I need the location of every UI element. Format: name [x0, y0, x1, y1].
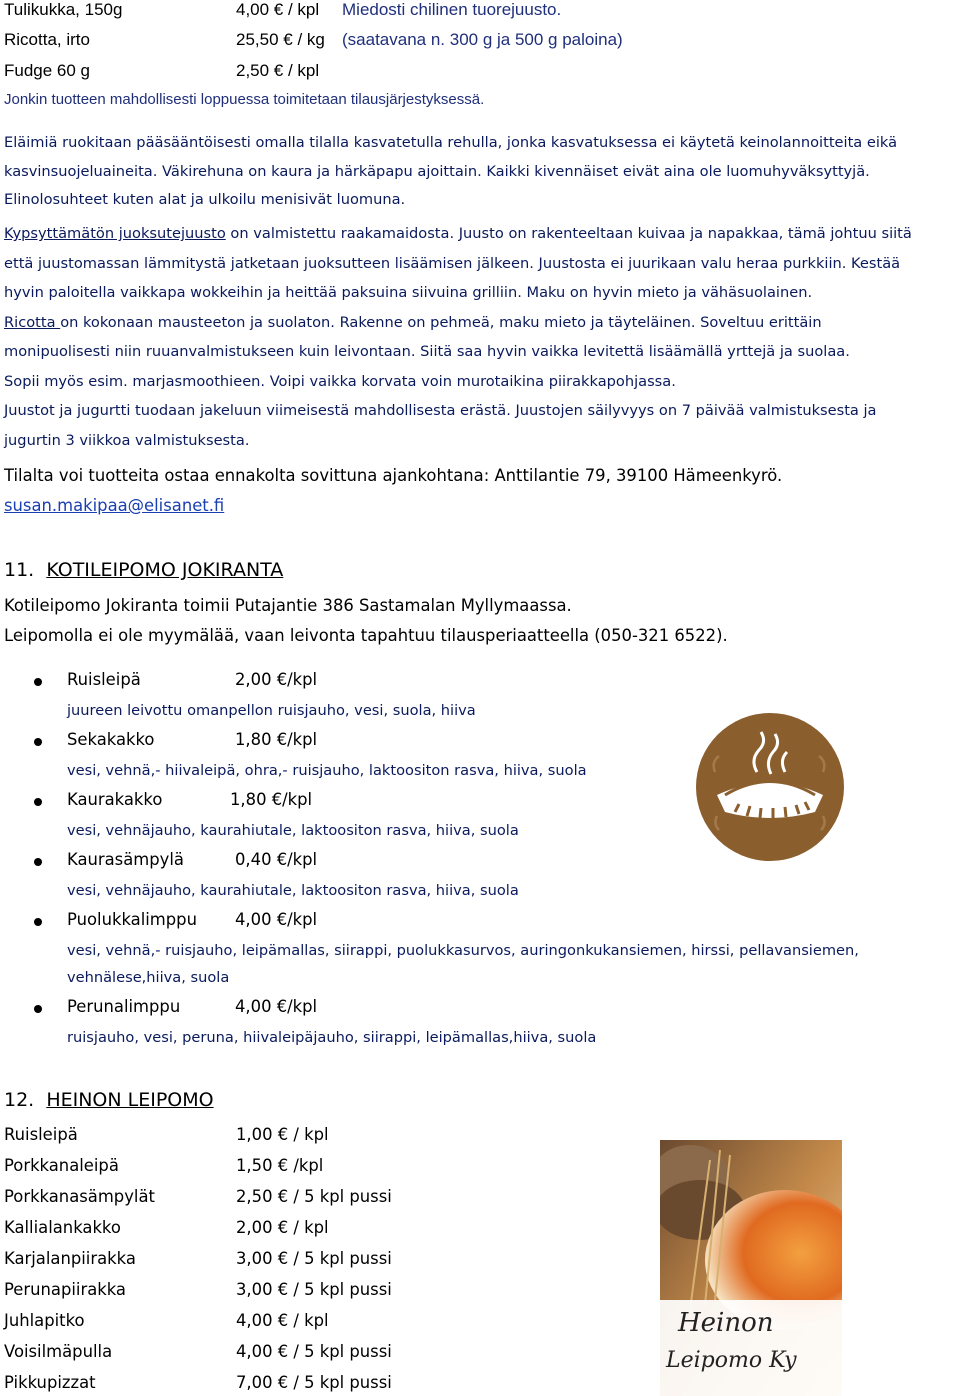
- text-line: hyvin paloitella vaikkapa wokkeihin ja heittää paksuina siivuina grilliin. Maku on hyvin mieto ja vähäsuolainen.: [4, 284, 813, 301]
- bullet-icon: [34, 798, 42, 806]
- email-link[interactable]: susan.makipaa@elisanet.fi: [4, 496, 225, 515]
- term-underlined: Kypsyttämätön juoksutejuusto: [4, 225, 226, 242]
- product-price: 1,80 €/kpl: [235, 730, 318, 749]
- bullet-icon: [34, 1005, 42, 1013]
- item-note: Miedosti chilinen tuorejuusto.: [342, 0, 562, 19]
- text-line: jugurtin 3 viikkoa valmistuksesta.: [4, 431, 250, 449]
- product-price: 1,00 € / kpl: [236, 1125, 329, 1144]
- text-line: [4, 219, 960, 249]
- product-price: 4,00 €/kpl: [235, 910, 318, 929]
- product-price: 4,00 € / 5 kpl pussi: [236, 1342, 392, 1361]
- product-price: 2,00 €/kpl: [235, 670, 318, 689]
- product-ingredients: vehnälese,hiiva, suola: [67, 969, 230, 986]
- text-line: kasvinsuojeluaineita. Väkirehuna on kaura ja härkäpapu ajoittain. Kaikki kivennäiset eivät aina ole luomuhyväksyttyjä.: [4, 162, 870, 180]
- product-price: 2,50 € / 5 kpl pussi: [236, 1187, 392, 1206]
- text-line: [4, 308, 960, 338]
- text-line: monipuolisesti niin ruuanvalmistukseen kuin leivontaan. Siitä saa hyvin vaikka levitettä lisäämällä yrttejä ja suolaa.: [4, 343, 850, 360]
- bullet-icon: [34, 918, 42, 926]
- section-title: KOTILEIPOMO JOKIRANTA: [46, 559, 284, 581]
- product-name: Kaurakakko: [67, 790, 163, 809]
- cheese-paragraph: [4, 219, 960, 455]
- item-name: Ricotta, irto: [4, 30, 90, 49]
- pie-icon: [695, 712, 845, 862]
- product-price: 4,00 €/kpl: [235, 997, 318, 1016]
- text-line: Juustot ja jugurtti tuodaan jakeluun viimeisestä mahdollisesta erästä. Juustojen säilyvyys on 7 päivää valmistuksesta ja: [4, 402, 877, 419]
- section-number: 12.: [4, 1089, 35, 1111]
- product-name: Porkkanaleipä: [4, 1156, 119, 1175]
- text-span: on kokonaan mausteeton ja suolaton. Rakenne on pehmeä, maku mieto ja täyteläinen. Soveltuu erittäin: [60, 313, 822, 331]
- product-ingredients: vesi, vehnä,- ruisjauho, leipämallas, siirappi, puolukkasurvos, auringonkukansiemen, hirssi, pellavansiemen,: [67, 942, 859, 959]
- text-line: Elinolosuhteet kuten alat ja ulkoilu menisivät luomuna.: [4, 191, 406, 209]
- product-name: Kaurasämpylä: [67, 850, 184, 869]
- product-ingredients: juureen leivottu omanpellon ruisjauho, vesi, suola, hiiva: [67, 702, 476, 719]
- logo-text: Leipomo Ky: [666, 1348, 797, 1373]
- product-name: Voisilmäpulla: [4, 1342, 113, 1361]
- product-ingredients: vesi, vehnäjauho, kaurahiutale, laktoositon rasva, hiiva, suola: [67, 822, 519, 839]
- product-name: Karjalanpiirakka: [4, 1249, 136, 1268]
- product-price: 3,00 € / 5 kpl pussi: [236, 1280, 392, 1299]
- section-number: 11.: [4, 559, 35, 581]
- product-name: Porkkanasämpylät: [4, 1187, 155, 1206]
- section-heading: [4, 1089, 214, 1111]
- item-price: 2,50 € / kpl: [236, 61, 320, 80]
- item-name: Fudge 60 g: [4, 61, 91, 80]
- product-name: Sekakakko: [67, 730, 155, 749]
- product-name: Perunalimppu: [67, 997, 181, 1016]
- item-name: Tulikukka, 150g: [4, 0, 123, 19]
- logo-text: Heinon: [678, 1308, 774, 1338]
- product-ingredients: ruisjauho, vesi, peruna, hiivaleipäjauho, siirappi, leipämallas,hiiva, suola: [67, 1029, 597, 1046]
- text-line: että juustomassan lämmitystä jatketaan juoksutteen lisäämisen jälkeen. Juustosta ei juurikaan valu heraa purkkiin. Kestää: [4, 254, 901, 272]
- product-price: 7,00 € / 5 kpl pussi: [236, 1373, 392, 1392]
- product-price: 0,40 €/kpl: [235, 850, 318, 869]
- section-intro: Leipomolla ei ole myymälää, vaan leivonta tapahtuu tilausperiaatteella (050-321 6522).: [4, 626, 728, 645]
- product-price: 1,80 €/kpl: [230, 790, 313, 809]
- product-price: 2,00 € / kpl: [236, 1218, 329, 1237]
- product-name: Perunapiirakka: [4, 1280, 126, 1299]
- product-name: Ruisleipä: [67, 670, 141, 689]
- section-title: HEINON LEIPOMO: [46, 1089, 214, 1111]
- feeding-paragraph: [4, 129, 960, 215]
- product-ingredients: vesi, vehnäjauho, kaurahiutale, laktoositon rasva, hiiva, suola: [67, 882, 519, 899]
- product-price: 4,00 € / kpl: [236, 1311, 329, 1330]
- product-name: Puolukkalimppu: [67, 910, 197, 929]
- bakery-photo: [660, 1140, 842, 1396]
- product-price: 1,50 € /kpl: [236, 1156, 324, 1175]
- bullet-icon: [34, 678, 42, 686]
- product-name: Ruisleipä: [4, 1125, 78, 1144]
- product-ingredients: vesi, vehnä,- hiivaleipä, ohra,- ruisjauho, laktoositon rasva, hiiva, suola: [67, 762, 587, 779]
- section-heading: [4, 559, 283, 581]
- product-price: 3,00 € / 5 kpl pussi: [236, 1249, 392, 1268]
- bullet-icon: [34, 858, 42, 866]
- item-note: (saatavana n. 300 g ja 500 g paloina): [342, 30, 623, 49]
- text-line: Eläimiä ruokitaan pääsääntöisesti omalla tilalla kasvatetulla rehulla, jonka kasvatuksessa ei käytetä keinolannoitteita eikä: [4, 134, 898, 151]
- item-price: 25,50 € / kg: [236, 30, 325, 49]
- product-name: Kallialankakko: [4, 1218, 121, 1237]
- text-span: on valmistettu raakamaidosta. Juusto on rakenteeltaan kuivaa ja napakkaa, tämä johtuu siitä: [225, 225, 912, 242]
- term-underlined: Ricotta: [4, 313, 61, 331]
- text-line: Sopii myös esim. marjasmoothieen. Voipi vaikka korvata voin murotaikina piirakkapohjassa.: [4, 372, 676, 390]
- section-intro: Kotileipomo Jokiranta toimii Putajantie 386 Sastamalan Myllymaassa.: [4, 596, 572, 615]
- delivery-note: Jonkin tuotteen mahdollisesti loppuessa toimitetaan tilausjärjestyksessä.: [4, 91, 485, 108]
- product-name: Pikkupizzat: [4, 1373, 96, 1392]
- order-line: Tilalta voi tuotteita ostaa ennakolta sovittuna ajankohtana: Anttilantie 79, 39100 Hämeenkyrö.: [4, 466, 783, 485]
- product-name: Juhlapitko: [4, 1311, 85, 1330]
- bullet-icon: [34, 738, 42, 746]
- item-price: 4,00 € / kpl: [236, 0, 320, 19]
